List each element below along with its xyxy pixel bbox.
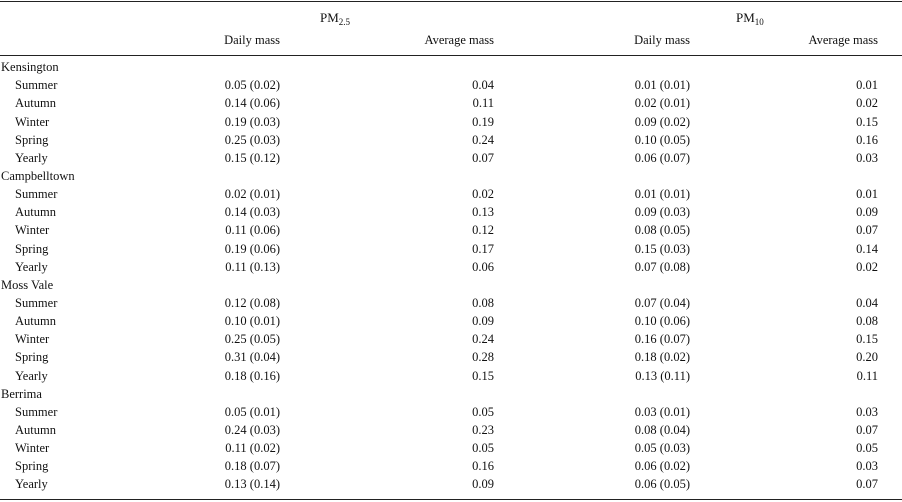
cell-daily-pm25: 0.10 (0.01) bbox=[224, 314, 280, 329]
season-label: Yearly bbox=[15, 150, 48, 165]
cell-daily-pm25: 0.11 (0.02) bbox=[225, 441, 280, 456]
cell-daily-pm10: 0.10 (0.05) bbox=[634, 132, 690, 147]
site-label: Berrima bbox=[1, 386, 42, 401]
cell-average-pm10: 0.05 bbox=[856, 441, 878, 456]
cell-daily-pm25: 0.05 (0.01) bbox=[224, 404, 280, 419]
season-label: Spring bbox=[15, 241, 49, 256]
cell-average-pm10: 0.03 bbox=[856, 404, 878, 419]
cell-average-pm25: 0.09 bbox=[472, 314, 494, 329]
cell-daily-pm10: 0.05 (0.03) bbox=[634, 441, 690, 456]
cell-daily-pm10: 0.06 (0.02) bbox=[634, 459, 690, 474]
col-header-daily-pm25: Daily mass bbox=[224, 33, 280, 47]
col-header-average-pm25: Average mass bbox=[424, 33, 494, 47]
pm10-group-header: $PM_{10}$ bbox=[736, 10, 764, 27]
cell-daily-pm10: 0.10 (0.06) bbox=[634, 314, 690, 329]
cell-average-pm25: 0.12 bbox=[472, 223, 494, 238]
cell-daily-pm10: 0.13 (0.11) bbox=[635, 368, 690, 383]
season-label: Spring bbox=[15, 350, 49, 365]
cell-average-pm25: 0.16 bbox=[472, 459, 494, 474]
cell-daily-pm10: 0.01 (0.01) bbox=[634, 78, 690, 93]
cell-average-pm25: 0.23 bbox=[472, 423, 494, 437]
cell-daily-pm25: 0.18 (0.16) bbox=[224, 368, 280, 383]
season-label: Spring bbox=[15, 459, 49, 474]
pm25-group-header: $PM_{2.5}$ bbox=[320, 10, 351, 27]
season-label: Summer bbox=[15, 78, 58, 93]
cell-daily-pm25: 0.05 (0.02) bbox=[224, 78, 280, 93]
cell-daily-pm10: 0.07 (0.08) bbox=[634, 259, 690, 274]
col-header-average-pm10: Average mass bbox=[808, 33, 878, 47]
cell-daily-pm10: 0.08 (0.04) bbox=[634, 423, 690, 437]
cell-daily-pm10: 0.18 (0.02) bbox=[634, 350, 690, 365]
season-label: Summer bbox=[15, 404, 58, 419]
cell-daily-pm10: 0.09 (0.02) bbox=[634, 114, 690, 129]
cell-average-pm25: 0.28 bbox=[472, 350, 494, 365]
season-label: Yearly bbox=[15, 259, 48, 274]
cell-average-pm10: 0.11 bbox=[856, 368, 878, 383]
bottom-rule bbox=[0, 499, 902, 500]
cell-daily-pm10: 0.09 (0.03) bbox=[634, 205, 690, 220]
cell-daily-pm25: 0.18 (0.07) bbox=[224, 459, 280, 474]
cell-average-pm10: 0.01 bbox=[856, 187, 878, 202]
cell-average-pm25: 0.04 bbox=[472, 78, 494, 93]
cell-average-pm25: 0.24 bbox=[472, 332, 494, 347]
cell-daily-pm25: 0.13 (0.14) bbox=[224, 477, 280, 492]
cell-average-pm10: 0.07 bbox=[856, 477, 878, 492]
cell-average-pm10: 0.07 bbox=[856, 223, 878, 238]
season-label: Autumn bbox=[15, 96, 56, 111]
cell-daily-pm25: 0.11 (0.06) bbox=[225, 223, 280, 238]
cell-average-pm10: 0.01 bbox=[856, 78, 878, 93]
season-label: Autumn bbox=[15, 205, 56, 220]
season-label: Winter bbox=[15, 441, 50, 456]
cell-average-pm10: 0.14 bbox=[856, 241, 878, 256]
cell-average-pm10: 0.15 bbox=[856, 114, 878, 129]
cell-average-pm25: 0.07 bbox=[472, 150, 494, 165]
cell-daily-pm25: 0.02 (0.01) bbox=[224, 187, 280, 202]
season-label: Winter bbox=[15, 223, 50, 238]
cell-average-pm10: 0.15 bbox=[856, 332, 878, 347]
cell-daily-pm25: 0.31 (0.04) bbox=[224, 350, 280, 365]
cell-average-pm25: 0.05 bbox=[472, 404, 494, 419]
cell-daily-pm25: 0.14 (0.03) bbox=[224, 205, 280, 220]
season-label: Yearly bbox=[15, 368, 48, 383]
cell-daily-pm25: 0.11 (0.13) bbox=[225, 259, 280, 274]
season-label: Spring bbox=[15, 132, 49, 147]
site-label: Moss Vale bbox=[1, 277, 54, 292]
season-label: Autumn bbox=[15, 423, 56, 437]
cell-daily-pm25: 0.12 (0.08) bbox=[224, 295, 280, 310]
cell-average-pm10: 0.09 bbox=[856, 205, 878, 220]
cell-average-pm10: 0.03 bbox=[856, 150, 878, 165]
cell-average-pm10: 0.16 bbox=[856, 132, 878, 147]
cell-average-pm10: 0.08 bbox=[856, 314, 878, 329]
cell-daily-pm25: 0.25 (0.03) bbox=[224, 132, 280, 147]
cell-daily-pm10: 0.02 (0.01) bbox=[634, 96, 690, 111]
cell-daily-pm10: 0.07 (0.04) bbox=[634, 295, 690, 310]
header-rule bbox=[0, 55, 902, 56]
cell-daily-pm25: 0.19 (0.06) bbox=[224, 241, 280, 256]
cell-average-pm25: 0.02 bbox=[472, 187, 494, 202]
cell-average-pm10: 0.03 bbox=[856, 459, 878, 474]
cell-daily-pm25: 0.14 (0.06) bbox=[224, 96, 280, 111]
cell-average-pm10: 0.07 bbox=[856, 423, 878, 437]
cell-daily-pm25: 0.15 (0.12) bbox=[224, 150, 280, 165]
cell-average-pm10: 0.02 bbox=[856, 96, 878, 111]
season-label: Winter bbox=[15, 332, 50, 347]
cell-average-pm10: 0.02 bbox=[856, 259, 878, 274]
cell-average-pm25: 0.24 bbox=[472, 132, 494, 147]
cell-average-pm25: 0.11 bbox=[472, 96, 494, 111]
season-label: Yearly bbox=[15, 477, 48, 492]
season-label: Autumn bbox=[15, 314, 56, 329]
cell-daily-pm10: 0.03 (0.01) bbox=[634, 404, 690, 419]
cell-daily-pm10: 0.08 (0.05) bbox=[634, 223, 690, 238]
season-label: Winter bbox=[15, 114, 50, 129]
top-rule bbox=[0, 1, 902, 2]
cell-daily-pm25: 0.19 (0.03) bbox=[224, 114, 280, 129]
season-label: Summer bbox=[15, 187, 58, 202]
cell-daily-pm10: 0.06 (0.07) bbox=[634, 150, 690, 165]
cell-average-pm25: 0.09 bbox=[472, 477, 494, 492]
cell-average-pm25: 0.08 bbox=[472, 295, 494, 310]
cell-daily-pm25: 0.25 (0.05) bbox=[224, 332, 280, 347]
cell-average-pm25: 0.15 bbox=[472, 368, 494, 383]
cell-average-pm25: 0.13 bbox=[472, 205, 494, 220]
season-label: Summer bbox=[15, 295, 58, 310]
cell-average-pm10: 0.20 bbox=[856, 350, 878, 365]
site-label: Kensington bbox=[1, 60, 59, 74]
cell-daily-pm10: 0.01 (0.01) bbox=[634, 187, 690, 202]
cell-average-pm10: 0.04 bbox=[856, 295, 878, 310]
cell-daily-pm10: 0.15 (0.03) bbox=[634, 241, 690, 256]
cell-average-pm25: 0.06 bbox=[472, 259, 494, 274]
cell-average-pm25: 0.19 bbox=[472, 114, 494, 129]
cell-average-pm25: 0.17 bbox=[472, 241, 494, 256]
col-header-daily-pm10: Daily mass bbox=[634, 33, 690, 47]
cell-daily-pm10: 0.16 (0.07) bbox=[634, 332, 690, 347]
cell-daily-pm25: 0.24 (0.03) bbox=[224, 423, 280, 437]
cell-daily-pm10: 0.06 (0.05) bbox=[634, 477, 690, 492]
site-label: Campbelltown bbox=[1, 168, 75, 183]
cell-average-pm25: 0.05 bbox=[472, 441, 494, 456]
